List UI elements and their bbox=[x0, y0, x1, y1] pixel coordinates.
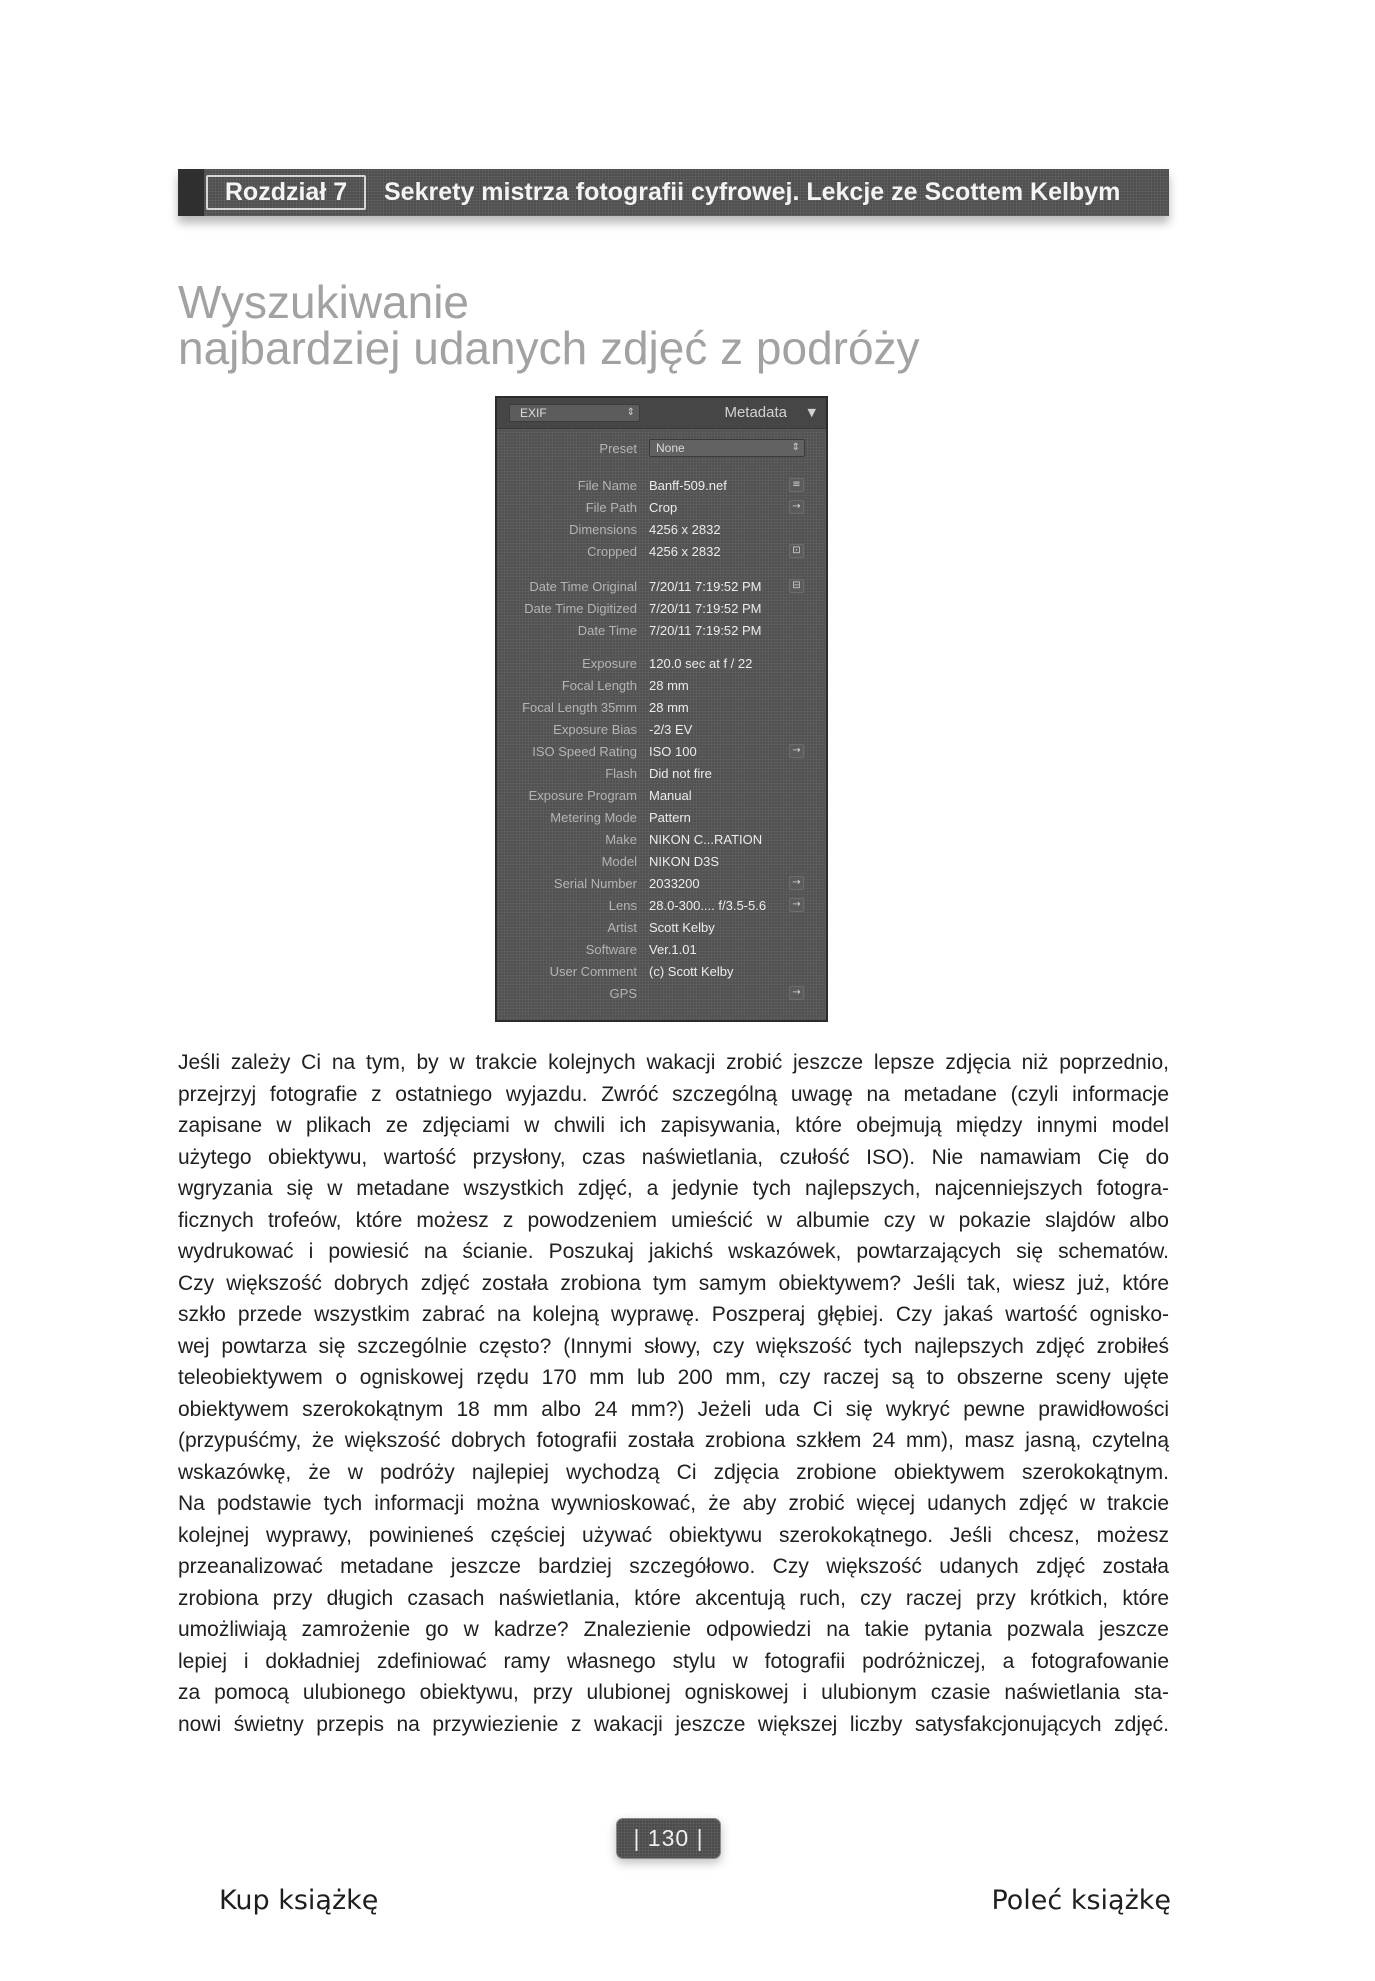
metadata-field-value: (c) Scott Kelby bbox=[649, 963, 734, 979]
metadata-row bbox=[497, 982, 826, 1004]
metadata-field-value: -2/3 EV bbox=[649, 721, 693, 737]
section-title bbox=[178, 276, 920, 374]
metadata-field-value: 28 mm bbox=[649, 677, 689, 693]
header-bar-cap bbox=[178, 169, 204, 216]
metadata-field-value: Crop bbox=[649, 499, 678, 515]
metadata-row bbox=[497, 718, 826, 740]
metadata-row bbox=[497, 597, 826, 619]
metadata-set-label: EXIF bbox=[520, 406, 547, 420]
body-text-line: kolejnej wyprawy, powinieneś częściej używać obiektywu szerokokątnego. Jeśli chcesz, możesz bbox=[178, 1523, 1169, 1547]
body-text-line: ficznych trofeów, które możesz z powodzeniem umieścić w albumie czy w pokazie slajdów albo bbox=[178, 1208, 1169, 1232]
arrow-right-icon: → bbox=[789, 500, 804, 514]
metadata-field-label: User Comment bbox=[549, 963, 637, 979]
metadata-field-value: Did not fire bbox=[649, 765, 712, 781]
metadata-field-value: Banff-509.nef bbox=[649, 477, 727, 493]
metadata-field-value: NIKON C...RATION bbox=[649, 831, 763, 847]
metadata-field-label: Exposure Bias bbox=[553, 721, 637, 737]
metadata-row bbox=[497, 652, 826, 674]
body-text-line: zrobiona przy długich czasach naświetlania, które akcentują ruch, czy raczej przy krótkich, które bbox=[178, 1586, 1169, 1610]
metadata-field-label: Flash bbox=[605, 765, 637, 781]
preset-value: None bbox=[656, 441, 685, 455]
metadata-row bbox=[497, 806, 826, 828]
metadata-field-label: Cropped bbox=[587, 543, 637, 559]
metadata-row bbox=[497, 540, 826, 562]
metadata-row bbox=[497, 850, 826, 872]
metadata-field-label: Artist bbox=[607, 919, 637, 935]
metadata-row bbox=[497, 784, 826, 806]
body-text-line: teleobiektywem o ogniskowej rzędu 170 mm lub 200 mm, czy raczej są to obszerne sceny ujęte bbox=[178, 1366, 1169, 1389]
metadata-field-value: Scott Kelby bbox=[649, 919, 715, 935]
list-icon: ≡ bbox=[789, 478, 804, 492]
metadata-field-label: ISO Speed Rating bbox=[532, 743, 637, 759]
triangle-down-icon: ▼ bbox=[807, 406, 816, 419]
body-text-line: (przypuśćmy, że większość dobrych fotografii została zrobiona szkłem 24 mm), masz jasną, czytelną bbox=[178, 1429, 1169, 1452]
body-text-line: wydrukować i powiesić na ścianie. Poszukaj jakichś wskazówek, powtarzających się schematów. bbox=[178, 1240, 1169, 1263]
body-text-line: umożliwiają zamrożenie go w kadrze? Znalezienie odpowiedzi na takie pytania pozwala jeszcze bbox=[178, 1618, 1169, 1641]
metadata-row bbox=[497, 674, 826, 696]
recommend-book-link[interactable]: Poleć książkę bbox=[991, 1885, 1171, 1916]
body-text-line: wgryzania się w metadane wszystkich zdjęć, a jedynie tych najlepszych, najcenniejszych fotogra- bbox=[178, 1177, 1169, 1200]
edit-time-icon: ⊟ bbox=[789, 579, 804, 593]
metadata-field-label: Date Time bbox=[577, 622, 637, 638]
preset-row bbox=[497, 437, 826, 459]
metadata-row bbox=[497, 894, 826, 916]
metadata-field-label: GPS bbox=[609, 985, 637, 1001]
metadata-field-label: Dimensions bbox=[569, 521, 637, 537]
arrow-right-icon: → bbox=[789, 744, 804, 758]
metadata-group bbox=[497, 575, 826, 641]
metadata-row bbox=[497, 696, 826, 718]
arrow-right-icon: → bbox=[789, 876, 804, 890]
panel-header bbox=[497, 398, 826, 429]
metadata-field-label: Focal Length bbox=[561, 677, 637, 693]
metadata-group bbox=[497, 474, 826, 562]
metadata-row bbox=[497, 916, 826, 938]
metadata-field-value: Manual bbox=[649, 787, 692, 803]
metadata-group bbox=[497, 652, 826, 1004]
metadata-field-label: Date Time Digitized bbox=[524, 600, 637, 616]
metadata-field-label: Serial Number bbox=[553, 875, 637, 891]
body-text-line: szkło przede wszystkim zabrać na kolejną wyprawę. Poszperaj głębiej. Czy jakaś wartość ognisko- bbox=[178, 1303, 1169, 1326]
metadata-row bbox=[497, 619, 826, 641]
chapter-label: Rozdział 7 bbox=[206, 175, 366, 210]
arrow-right-icon: → bbox=[789, 898, 804, 912]
metadata-row bbox=[497, 960, 826, 982]
metadata-field-value: 7/20/11 7:19:52 PM bbox=[649, 622, 762, 638]
panel-section-title: Metadata bbox=[724, 404, 787, 421]
metadata-set-dropdown bbox=[509, 404, 640, 422]
metadata-field-value: Pattern bbox=[649, 809, 691, 825]
metadata-field-label: Date Time Original bbox=[529, 578, 637, 594]
metadata-field-label: Lens bbox=[608, 897, 637, 913]
metadata-row bbox=[497, 828, 826, 850]
metadata-field-label: File Path bbox=[585, 499, 637, 515]
metadata-field-label: File Name bbox=[577, 477, 637, 493]
metadata-field-label: Metering Mode bbox=[550, 809, 637, 825]
metadata-field-value: NIKON D3S bbox=[649, 853, 720, 869]
body-text-line: lepiej i dokładniej zdefiniować ramy własnego stylu w fotografii podróżniczej, a fotografowanie bbox=[178, 1649, 1169, 1673]
crop-icon: ⊡ bbox=[789, 544, 804, 558]
page-number-badge: | 130 | bbox=[616, 1818, 721, 1859]
buy-book-link[interactable]: Kup książkę bbox=[219, 1885, 379, 1916]
metadata-field-value: 2033200 bbox=[649, 875, 700, 891]
metadata-row bbox=[497, 762, 826, 784]
metadata-field-value: 4256 x 2832 bbox=[649, 521, 721, 537]
body-text-line: Jeśli zależy Ci na tym, by w trakcie kolejnych wakacji zrobić jeszcze lepsze zdjęcia niż poprzednio, bbox=[178, 1051, 1169, 1074]
section-title-line-2: najbardziej udanych zdjęć z podróży bbox=[178, 322, 920, 374]
body-text-line: wej powtarza się szczególnie często? (Innymi słowy, czy większość tych najlepszych zdjęć zrobiłeś bbox=[178, 1334, 1169, 1358]
book-title: Sekrety mistrza fotografii cyfrowej. Lekcje ze Scottem Kelbym bbox=[384, 178, 1121, 206]
metadata-field-value: 28 mm bbox=[649, 699, 689, 715]
metadata-field-value: 4256 x 2832 bbox=[649, 543, 721, 559]
metadata-row bbox=[497, 518, 826, 540]
metadata-field-label: Focal Length 35mm bbox=[522, 699, 637, 715]
body-text-line: użytego obiektywu, wartość przysłony, czas naświetlania, czułość ISO). Nie namawiam Cię do bbox=[178, 1145, 1169, 1169]
arrow-right-icon: → bbox=[789, 986, 804, 1000]
metadata-field-label: Software bbox=[585, 941, 637, 957]
metadata-panel-figure bbox=[495, 396, 828, 1022]
section-title-line-1: Wyszukiwanie bbox=[178, 276, 470, 328]
body-text-line: przeanalizować metadane jeszcze bardziej szczegółowo. Czy większość udanych zdjęć została bbox=[178, 1555, 1169, 1578]
body-text-line: zapisane w plikach ze zdjęciami w chwili ich zapisywania, które obejmują między innymi model bbox=[178, 1114, 1169, 1137]
body-text-line: Na podstawie tych informacji można wywnioskować, że aby zrobić więcej udanych zdjęć w trakcie bbox=[178, 1492, 1169, 1515]
metadata-row bbox=[497, 740, 826, 762]
preset-select bbox=[649, 439, 805, 457]
body-text-line: nowi świetny przepis na przywiezienie z wakacji jeszcze większej liczby satysfakcjonujących zdjęć. bbox=[178, 1712, 1169, 1736]
chapter-header-bar bbox=[178, 169, 1169, 216]
metadata-field-value: 28.0-300.... f/3.5-5.6 bbox=[649, 897, 767, 913]
metadata-field-value: Ver.1.01 bbox=[649, 941, 697, 957]
metadata-field-value: 7/20/11 7:19:52 PM bbox=[649, 600, 762, 616]
metadata-field-label: Exposure Program bbox=[528, 787, 637, 803]
metadata-field-label: Make bbox=[605, 831, 637, 847]
metadata-row bbox=[497, 474, 826, 496]
metadata-row bbox=[497, 575, 826, 597]
metadata-field-value: 120.0 sec at f / 22 bbox=[649, 655, 753, 671]
body-text-line: za pomocą ulubionego obiektywu, przy ulubionej ogniskowej i ulubionym czasie naświetlania sta- bbox=[178, 1681, 1169, 1704]
up-down-arrows-icon: ⇕ bbox=[791, 442, 800, 453]
preset-label: Preset bbox=[599, 440, 637, 456]
metadata-row bbox=[497, 496, 826, 518]
body-text-line: przejrzyj fotografie z ostatniego wyjazdu. Zwróć szczególną uwagę na metadane (czyli informacje bbox=[178, 1082, 1169, 1106]
metadata-field-value: ISO 100 bbox=[649, 743, 697, 759]
body-text-line: Czy większość dobrych zdjęć została zrobiona tym samym obiektywem? Jeśli tak, wiesz już, które bbox=[178, 1271, 1169, 1295]
up-down-arrows-icon: ⇕ bbox=[626, 407, 635, 418]
metadata-rows bbox=[497, 474, 826, 1004]
metadata-field-value: 7/20/11 7:19:52 PM bbox=[649, 578, 762, 594]
body-paragraph bbox=[178, 1047, 1169, 1740]
body-text-line: obiektywem szerokokątnym 18 mm albo 24 mm?) Jeżeli uda Ci się wykryć pewne prawidłowości bbox=[178, 1397, 1169, 1421]
metadata-row bbox=[497, 872, 826, 894]
metadata-row bbox=[497, 938, 826, 960]
metadata-field-label: Exposure bbox=[582, 655, 637, 671]
metadata-field-label: Model bbox=[601, 853, 637, 869]
body-text-line: wskazówkę, że w podróży najlepiej wychodzą Ci zdjęcia zrobione obiektywem szerokokątnym. bbox=[178, 1460, 1169, 1484]
